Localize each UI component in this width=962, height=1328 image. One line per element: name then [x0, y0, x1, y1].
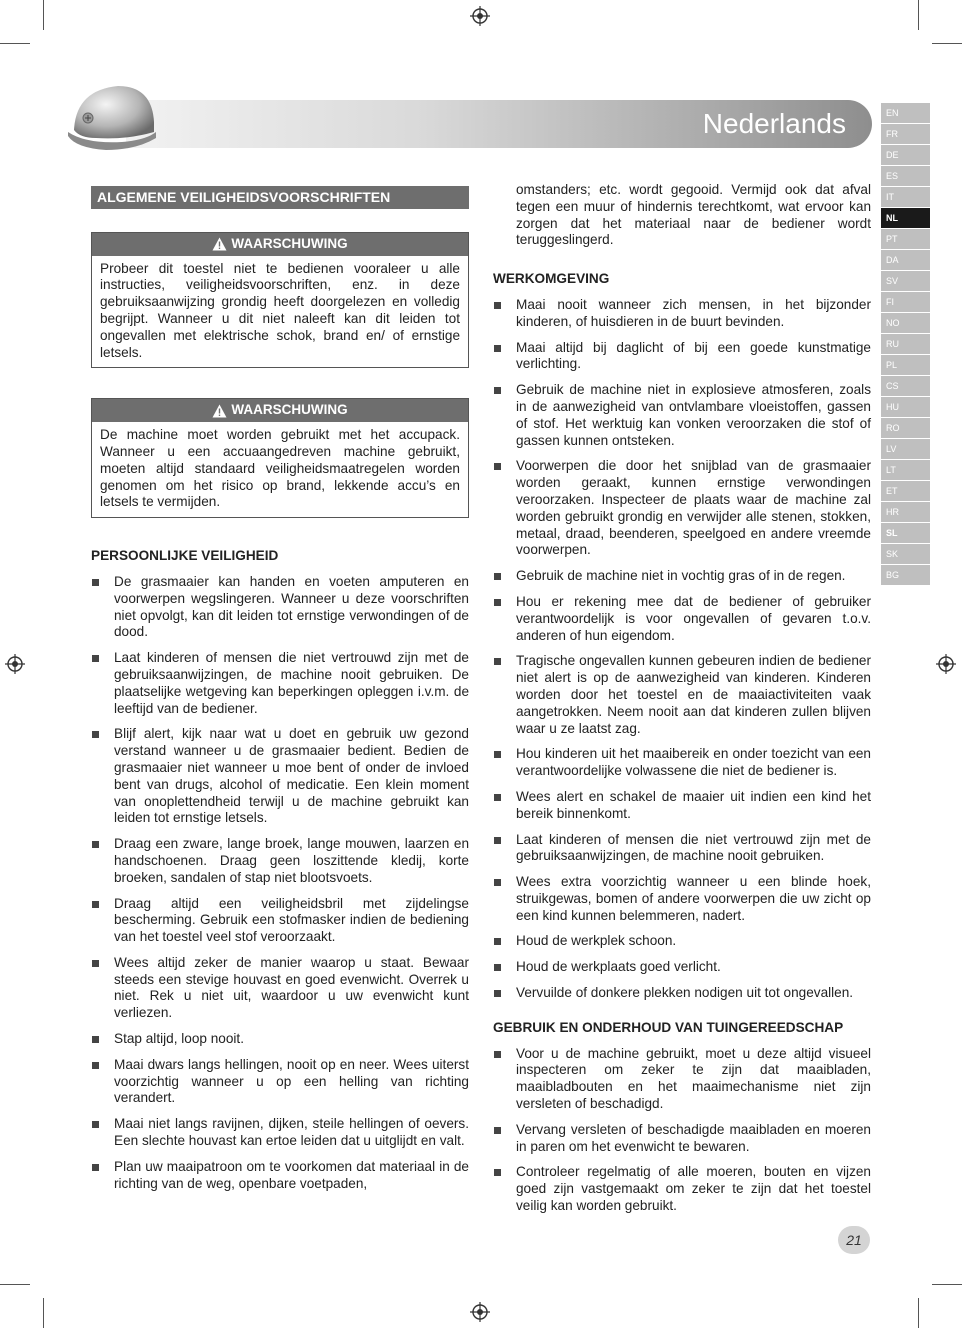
right-column [493, 182, 871, 1233]
warning-text: De machine moet worden gebruikt met het accupack. Wanneer u een accuaangedreven machine gebruikt, moeten altijd standaard veiligheidsmaatregelen worden genomen om het risico op brand, lekkende accu’s en letsels te vermijden. [100, 427, 460, 510]
bullet-square-icon [92, 841, 99, 848]
warning-header [92, 233, 468, 256]
bullet-square-icon [92, 1121, 99, 1128]
warning-text: Probeer dit toestel niet te bedienen vooraleer u alle instructies, veiligheidsvoorschriften, enz. in deze gebruiksaanwijzing grondig heeft doorgelezen en volledig begrijpt. Wanneer u dit niet naleeft kan dit leiden tot ongevallen met elektrische schok, brand en/ of ernstige letsels. [100, 260, 460, 360]
list-item: Maai niet langs ravijnen, dijken, steile hellingen of oevers. Een slechte houvast kan ertoe leiden dat u uitglijdt en valt. [91, 1116, 469, 1150]
bullet-square-icon [494, 990, 501, 997]
list-item: Draag altijd een veiligheidsbril met zijdelingse bescherming. Gebruik een stofmasker indien de bediening van het toestel veel stof veroorzaakt. [91, 896, 469, 946]
lang-tab-hr[interactable]: HR [881, 502, 930, 522]
bullet-square-icon [92, 960, 99, 967]
registration-mark-icon [936, 654, 956, 674]
lang-tab-da[interactable]: DA [881, 250, 930, 270]
registration-mark-icon [5, 654, 25, 674]
bullet-square-icon [92, 579, 99, 586]
list-item: Gebruik de machine niet in explosieve atmosferen, zoals in de aanwezigheid van ontvlambare vloeistoffen, gassen of stof. Het werktuig kan vonken veroorzaken die stof of gassen kunnen ontsteken. [493, 382, 871, 449]
registration-mark-icon [470, 6, 490, 26]
bullet-square-icon [494, 879, 501, 886]
lang-tab-ru[interactable]: RU [881, 334, 930, 354]
bullet-square-icon [494, 964, 501, 971]
lang-tab-en[interactable]: EN [881, 103, 930, 123]
registration-mark-icon [470, 1302, 490, 1322]
list-item: Plan uw maaipatroon om te voorkomen dat materiaal in de richting van de weg, openbare voetpaden, [91, 1159, 469, 1193]
bullet-square-icon [494, 1127, 501, 1134]
lang-tab-hu[interactable]: HU [881, 397, 930, 417]
lang-tab-no[interactable]: NO [881, 313, 930, 333]
lang-tab-sk[interactable]: SK [881, 544, 930, 564]
lang-tab-bg[interactable]: BG [881, 565, 930, 585]
crop-mark [43, 0, 44, 30]
bullet-square-icon [494, 837, 501, 844]
left-column [91, 186, 469, 1210]
lang-tab-lv[interactable]: LV [881, 439, 930, 459]
bullet-square-icon [494, 1051, 501, 1058]
subsection-heading: WERKOMGEVING [493, 271, 610, 287]
lang-tab-ro[interactable]: RO [881, 418, 930, 438]
list-item: Laat kinderen of mensen die niet vertrouwd zijn met de gebruiksaanwijzingen, de machine nooit gebruiken. De plaatselijke wetgeving kan beperkingen opleggen i.v.m. de leeftijd van de bediener. [91, 650, 469, 717]
warning-header [92, 399, 468, 422]
bullet-square-icon [494, 387, 501, 394]
lang-tab-it[interactable]: IT [881, 187, 930, 207]
crop-mark [0, 43, 30, 44]
crop-mark [918, 0, 919, 30]
warning-triangle-icon [212, 237, 227, 251]
bullet-square-icon [494, 599, 501, 606]
lang-tab-fi[interactable]: FI [881, 292, 930, 312]
warning-label: WAARSCHUWING [231, 402, 348, 418]
bullet-square-icon [494, 751, 501, 758]
crop-mark [43, 1298, 44, 1328]
subsection-heading: GEBRUIK EN ONDERHOUD VAN TUINGEREEDSCHAP [493, 1019, 844, 1035]
list-item: Voor u de machine gebruikt, moet u deze altijd visueel inspecteren om zeker te zijn dat maaibladen, maaibladbouten en het maaimechanisme niet zijn versleten of beschadigd. [493, 1046, 871, 1113]
lang-tab-pt[interactable]: PT [881, 229, 930, 249]
list-item: Wees altijd zeker de manier waarop u staat. Bewaar steeds een stevige houvast en goed evenwicht. Overrek u niet. Rek u niet uit, waardoor u uw evenwicht kunt verliezen. [91, 955, 469, 1022]
language-tabs [881, 103, 930, 586]
lang-tab-et[interactable]: ET [881, 481, 930, 501]
bullet-square-icon [494, 463, 501, 470]
safety-helmet-icon [66, 78, 166, 158]
list-item: Gebruik de machine niet in vochtig gras of in de regen. [493, 568, 871, 585]
list-item: Houd de werkplaats goed verlicht. [493, 959, 871, 976]
warning-label: WAARSCHUWING [231, 235, 348, 251]
subsection-heading: PERSOONLIJKE VEILIGHEID [91, 548, 279, 564]
bullet-square-icon [494, 938, 501, 945]
list-item: Stap altijd, loop nooit. [91, 1031, 469, 1048]
lang-tab-sl[interactable]: SL [881, 523, 930, 543]
bullet-list [493, 297, 871, 1002]
list-item: Maai dwars langs hellingen, nooit op en neer. Wees uiterst voorzichtig wanneer u op een helling van richting verandert. [91, 1057, 469, 1107]
list-item: Tragische ongevallen kunnen gebeuren indien de bediener niet alert is op de aanwezigheid van kinderen. Kinderen worden door het toestel en de maaiactiviteiten vaak aangetrokken. Neem nooit aan dat kinderen zullen blijven waar u ze laatst zag. [493, 653, 871, 737]
bullet-list [493, 1046, 871, 1215]
bullet-square-icon [92, 1036, 99, 1043]
page-title: Nederlands [702, 108, 846, 139]
bullet-square-icon [92, 655, 99, 662]
page-header [66, 78, 872, 158]
lang-tab-de[interactable]: DE [881, 145, 930, 165]
list-item: Maai altijd bij daglicht of bij een goede kunstmatige verlichting. [493, 340, 871, 374]
list-item: Hou kinderen uit het maaibereik en onder toezicht van een verantwoordelijke volwassene die niet de bediener is. [493, 746, 871, 780]
list-item: Voorwerpen die door het snijblad van de grasmaaier worden geraakt, kunnen ernstige verwondingen veroorzaken. Inspecteer de plaats waar de machine zal worden gebruikt grondig en verwijder alle stenen, stokken, metaal, draad, beenderen, speelgoed en andere vreemde voorwerpen. [493, 458, 871, 559]
crop-mark [932, 1284, 962, 1285]
bullet-square-icon [494, 794, 501, 801]
lang-tab-es[interactable]: ES [881, 166, 930, 186]
list-item: Wees alert en schakel de maaier uit indien een kind het bereik binnenkomt. [493, 789, 871, 823]
list-item: Wees extra voorzichtig wanneer u een blinde hoek, struikgewas, bomen of andere voorwerpen die uw zicht op een kind kunnen belemmeren, nadert. [493, 874, 871, 924]
lang-tab-fr[interactable]: FR [881, 124, 930, 144]
bullet-square-icon [494, 302, 501, 309]
list-item: Laat kinderen of mensen die niet vertrouwd zijn met de gebruiksaanwijzingen, de machine nooit gebruiken. [493, 832, 871, 866]
list-item: De grasmaaier kan handen en voeten amputeren en voorwerpen wegslingeren. Wanneer u deze voorschriften niet opvolgt, kan dit leiden tot ernstige verwondingen of de dood. [91, 574, 469, 641]
bullet-square-icon [494, 573, 501, 580]
page-number: 21 [838, 1226, 870, 1254]
list-item: Blijf alert, kijk naar wat u doet en gebruik uw gezond verstand wanneer u de grasmaaier bedient. Bedien de grasmaaier niet wanneer u moe bent of onder de invloed bent van drugs, alcohol of medicatie. Een klein moment van onoplettendheid terwijl u de machine gebruikt kan leiden tot ernstige letsels. [91, 726, 469, 827]
list-item: Draag een zware, lange broek, lange mouwen, laarzen en handschoenen. Draag geen loszittende kledij, korte broeken, sandalen of stap niet blootsvoets. [91, 836, 469, 886]
list-item: Maai nooit wanneer zich mensen, in het bijzonder kinderen, of huisdieren in de buurt bevinden. [493, 297, 871, 331]
bullet-square-icon [92, 731, 99, 738]
warning-box [91, 398, 469, 518]
bullet-square-icon [92, 1164, 99, 1171]
bullet-square-icon [494, 658, 501, 665]
lang-tab-pl[interactable]: PL [881, 355, 930, 375]
lang-tab-sv[interactable]: SV [881, 271, 930, 291]
bullet-square-icon [494, 345, 501, 352]
bullet-square-icon [92, 901, 99, 908]
bullet-list [91, 574, 469, 1193]
warning-box [91, 232, 469, 369]
warning-triangle-icon [212, 404, 227, 418]
list-item: Vervang versleten of beschadigde maaibladen en moeren in paren om het evenwicht te bewaren. [493, 1122, 871, 1156]
bullet-square-icon [92, 1062, 99, 1069]
list-item: Vervuilde of donkere plekken nodigen uit tot ongevallen. [493, 985, 871, 1002]
section-title: ALGEMENE VEILIGHEIDSVOORSCHRIFTEN [91, 186, 469, 209]
crop-mark [932, 43, 962, 44]
crop-mark [918, 1298, 919, 1328]
crop-mark [0, 1284, 30, 1285]
list-item: Controleer regelmatig of alle moeren, bouten en vijzen goed zijn vastgemaakt om zeker te zijn dat het toestel veilig kan worden gebruikt. [493, 1164, 871, 1214]
title-banner [126, 100, 872, 148]
list-item: Hou er rekening mee dat de bediener of gebruiker verantwoordelijk is voor ongevallen of gevaren t.o.v. anderen of hun eigendom. [493, 594, 871, 644]
lang-tab-cs[interactable]: CS [881, 376, 930, 396]
lang-tab-nl[interactable]: NL [881, 208, 930, 228]
continued-text: omstanders; etc. wordt gegooid. Vermijd ook dat afval tegen een muur of hindernis terechtkomt, wat ervoor kan zorgen dat het materiaal naar de bediener wordt teruggeslingerd. [516, 182, 871, 248]
bullet-square-icon [494, 1169, 501, 1176]
lang-tab-lt[interactable]: LT [881, 460, 930, 480]
list-item: Houd de werkplek schoon. [493, 933, 871, 950]
